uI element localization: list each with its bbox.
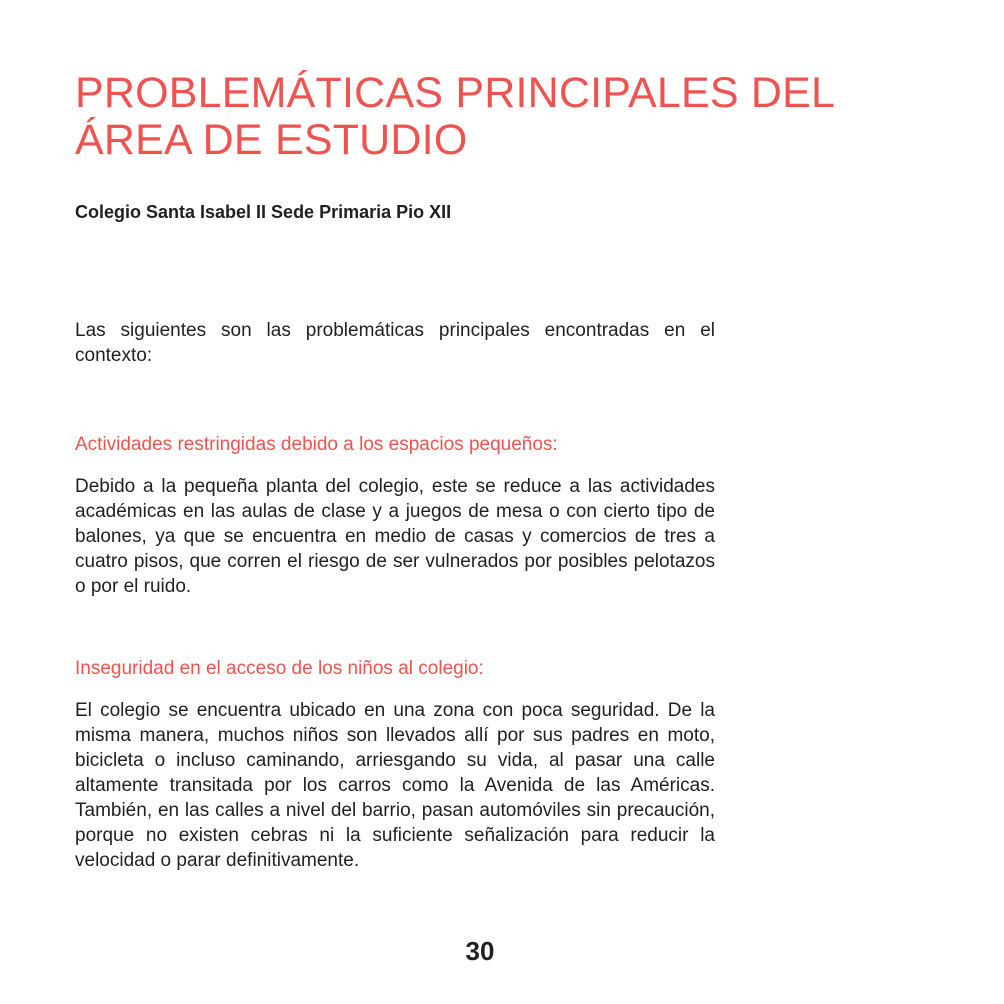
page-number: 30 <box>465 936 495 966</box>
section-body-access-insecurity: El colegio se encuentra ubicado en una zona con poca seguridad. De la misma manera, muchos niños son llevados allí por sus padres en moto, bicicleta o incluso caminando, arriesgando su vida, al pasar una calle altamente transitada por los carros como la Avenida de las Américas. También, en las calles a nivel del barrio, pasan automóviles sin precaución, porque no existen cebras ni la suficiente señalización para reducir la velocidad o parar definitivamente. <box>75 700 715 871</box>
page-title <box>75 70 835 164</box>
page-subtitle: Colegio Santa Isabel II Sede Primaria Pio XII <box>75 202 452 222</box>
section-body-restricted-activities: Debido a la pequeña planta del colegio, este se reduce a las actividades académicas en las aulas de clase y a juegos de mesa o con cierto tipo de balones, ya que se encuentra en medio de casas y comercios de tres a cuatro pisos, que corren el riesgo de ser vulnerados por posibles pelotazos o por el ruido. <box>75 476 715 597</box>
page-title-line-2: ÁREA DE ESTUDIO <box>75 116 468 164</box>
section-heading-access-insecurity: Inseguridad en el acceso de los niños al colegio: <box>75 658 484 679</box>
intro-paragraph: Las siguientes son las problemáticas principales encontradas en el contexto: <box>75 320 715 366</box>
page-title-line-1: PROBLEMÁTICAS PRINCIPALES DEL <box>75 69 836 117</box>
section-heading-restricted-activities: Actividades restringidas debido a los espacios pequeños: <box>75 434 558 455</box>
